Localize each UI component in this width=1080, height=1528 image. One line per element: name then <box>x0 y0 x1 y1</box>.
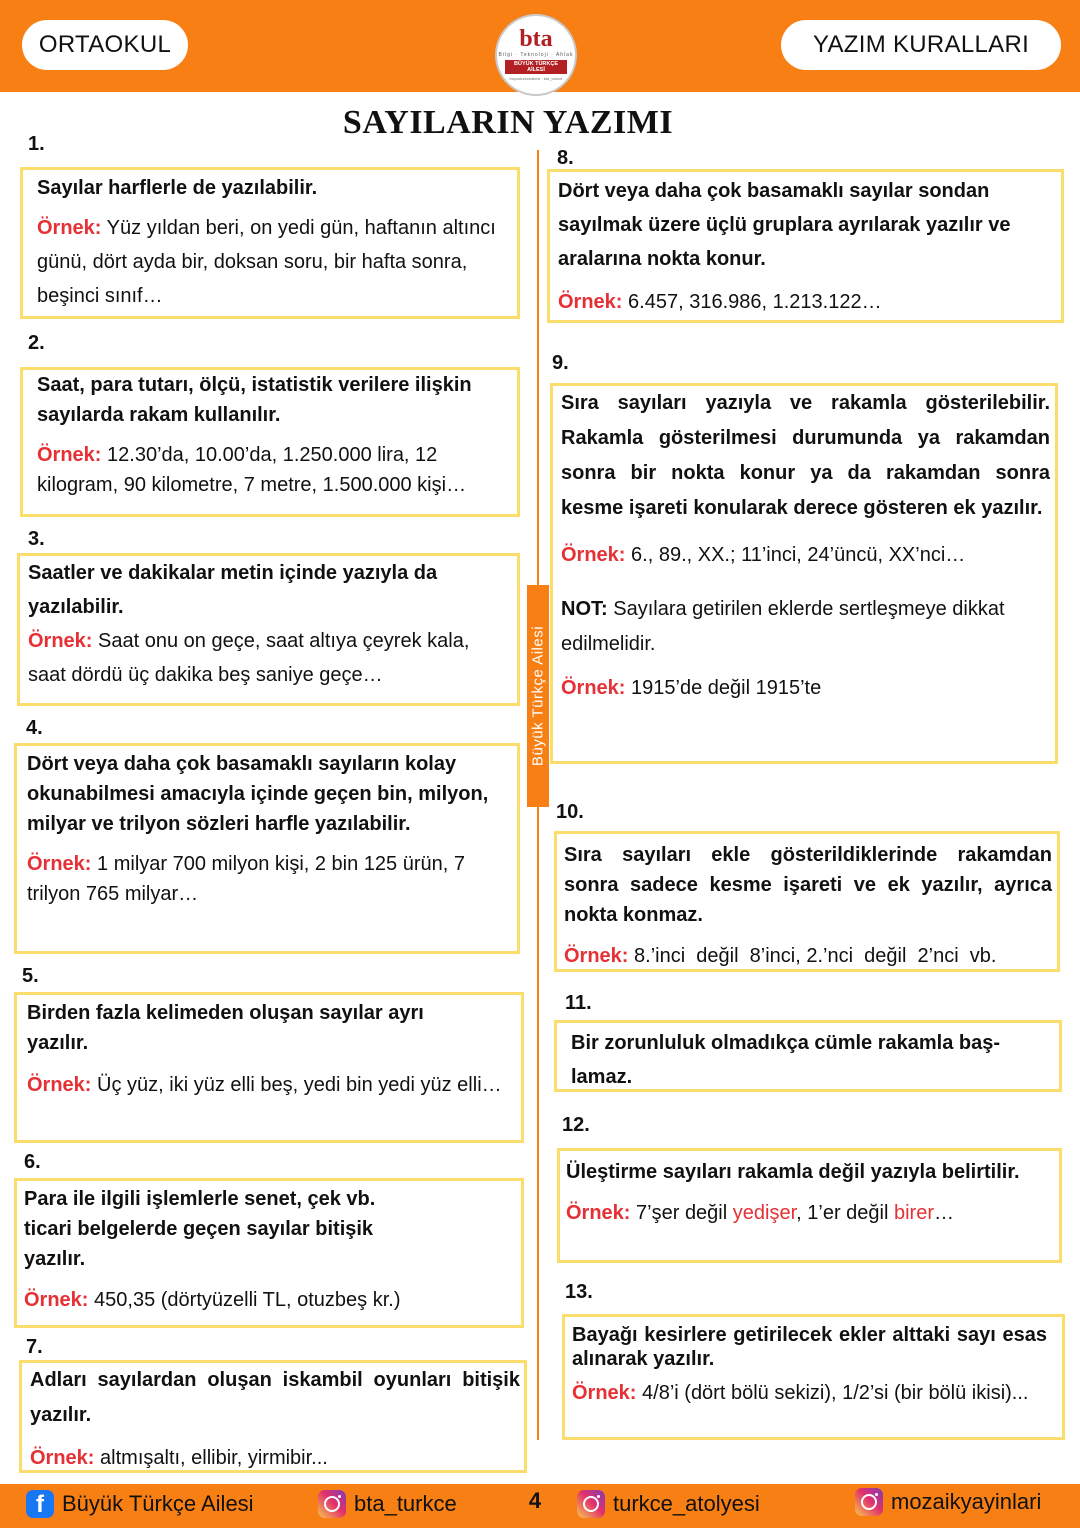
rule-box-5 <box>14 992 524 1143</box>
example-text-12b: , 1’er değil <box>796 1202 889 1224</box>
example-text-13: 4/8’i (dört bölü sekizi), 1/2’si (bir bölü ikisi)... <box>642 1382 1029 1404</box>
example-label: Örnek: <box>24 1289 89 1311</box>
page-title: SAYILARIN YAZIMI <box>342 104 674 141</box>
example-13 <box>572 1381 1047 1405</box>
rule-text-7: Adları sayılardan oluşan iskambil oyunları bitişik yazılır. <box>30 1369 520 1426</box>
example-10 <box>564 940 1052 972</box>
logo-handles: buyukturkceailesi · bta_turkce <box>509 76 563 81</box>
rule-box-7 <box>19 1360 527 1473</box>
footer-instagram-2[interactable] <box>577 1490 760 1518</box>
bta-logo <box>495 14 577 96</box>
rule-box-12 <box>557 1148 1062 1263</box>
side-label <box>527 585 549 807</box>
example-label: Örnek: <box>566 1202 631 1224</box>
topic-badge: YAZIM KURALLARI <box>781 20 1061 70</box>
facebook-handle: Büyük Türkçe Ailesi <box>62 1491 254 1516</box>
logo-tagline: Bilgi · Teknoloji · Ahlak <box>498 52 574 58</box>
section-number-2: 2. <box>28 332 45 354</box>
instagram-icon <box>318 1490 346 1518</box>
example-label: Örnek: <box>27 853 92 875</box>
rule-text-8: Dört veya daha çok basamaklı sayılar sondan sayılmak üzere üçlü gruplara ayrılarak yazılır ve aralarına nokta konur. <box>558 180 1011 270</box>
example-9 <box>561 538 1050 572</box>
section-number-13: 13. <box>565 1281 593 1303</box>
rule-box-10 <box>554 831 1060 972</box>
rule-box-13 <box>562 1314 1065 1440</box>
rule-box-3 <box>17 553 520 706</box>
section-number-10: 10. <box>556 801 584 823</box>
instagram-icon <box>855 1488 883 1516</box>
example-text-4: 1 milyar 700 milyon kişi, 2 bin 125 ürün, 7 trilyon 765 milyar… <box>27 853 465 905</box>
instagram-handle-1: bta_turkce <box>354 1491 457 1516</box>
instagram-handle-3: mozaikyayinlari <box>891 1489 1042 1514</box>
page-number: 4 <box>528 1488 542 1513</box>
example-label: Örnek: <box>37 444 102 466</box>
example-text-2: 12.30’da, 10.00’da, 1.250.000 lira, 12 kilogram, 90 kilometre, 7 metre, 1.500.000 kişi… <box>37 444 467 496</box>
section-number-1: 1. <box>28 133 45 155</box>
rule-text-12: Üleştirme sayıları rakamla değil yazıyla belirtilir. <box>566 1161 1020 1183</box>
example-label: Örnek: <box>561 677 626 699</box>
rule-text-2: Saat, para tutarı, ölçü, istatistik verilere ilişkin sayılarda rakam kullanılır. <box>37 374 472 426</box>
section-number-8: 8. <box>557 147 574 169</box>
rule-text-5: Birden fazla kelimeden oluşan sayılar ayrı yazılır. <box>27 1002 424 1054</box>
section-number-12: 12. <box>562 1114 590 1136</box>
rule-text-10: Sıra sayıları ekle gösterildiklerinde rakamdan sonra sadece kesme işareti ve ek yazılır, ayrıca nokta konmaz. <box>564 844 1052 926</box>
example-text-9: 6., 89., XX.; 11’inci, 24’üncü, XX’nci… <box>631 544 966 566</box>
rule-text-6: Para ile ilgili işlemlerle senet, çek vb. ticari belgelerde geçen sayılar bitişik yazılır. <box>24 1188 376 1270</box>
example-text-1: Yüz yıldan beri, on yedi gün, haftanın altıncı günü, dört ayda bir, doksan soru, bir hafta sonra, beşinci sınıf… <box>37 217 496 307</box>
example-2 <box>37 440 503 500</box>
example-text-6: 450,35 (dörtyüzelli TL, otuzbeş kr.) <box>94 1289 401 1311</box>
rule-text-9: Sıra sayıları yazıyla ve rakamla gösterilebilir. Rakamla gösterilmesi durumunda ya rakamdan sonra bir nokta konur ya da rakamdan sonra kesme işareti konularak derece gösteren ek yazılır. <box>561 392 1050 519</box>
example-highlight-12b: birer <box>893 1202 934 1224</box>
example-highlight-12a: yedişer <box>732 1202 797 1224</box>
footer-instagram-3[interactable] <box>855 1488 1041 1516</box>
logo-band: BÜYÜK TÜRKÇE AİLESİ <box>505 60 567 74</box>
instagram-icon <box>577 1490 605 1518</box>
section-number-11: 11. <box>565 992 592 1014</box>
example-text-7: altmışaltı, ellibir, yirmibir... <box>100 1447 328 1469</box>
facebook-icon: f <box>26 1490 54 1518</box>
example-text-12c: … <box>934 1202 954 1224</box>
example-text-5: Üç yüz, iki yüz elli beş, yedi bin yedi yüz elli… <box>97 1074 502 1096</box>
rule-box-11 <box>554 1020 1062 1092</box>
example-1 <box>37 211 503 313</box>
rule-box-8 <box>547 169 1064 323</box>
rule-text-1: Sayılar harflerle de yazılabilir. <box>37 177 318 199</box>
footer-instagram-1[interactable] <box>318 1490 457 1518</box>
example-7 <box>30 1443 520 1473</box>
rule-box-6 <box>14 1178 524 1328</box>
example-label: Örnek: <box>558 291 623 313</box>
example-9b <box>561 672 1050 704</box>
rule-text-11a: Bir zorunluluk olmadıkça cümle rakamla baş- <box>571 1032 1001 1054</box>
example-text-12a: 7’şer değil <box>636 1202 728 1224</box>
section-number-7: 7. <box>26 1336 43 1358</box>
level-badge: ORTAOKUL <box>22 20 188 70</box>
example-text-8: 6.457, 316.986, 1.213.122… <box>628 291 882 313</box>
rule-text-3: Saatler ve dakikalar metin içinde yazıyla da yazılabilir. <box>28 562 438 618</box>
example-text-9b: 1915’de değil 1915’te <box>631 677 822 699</box>
section-number-9: 9. <box>552 352 569 374</box>
example-label: Örnek: <box>572 1382 637 1404</box>
example-8 <box>558 286 1053 318</box>
example-3 <box>28 624 509 692</box>
section-number-4: 4. <box>26 717 43 739</box>
note-9 <box>561 592 1050 662</box>
instagram-handle-2: turkce_atolyesi <box>613 1491 760 1516</box>
footer-facebook[interactable] <box>26 1490 254 1518</box>
rule-text-11b: lamaz. <box>571 1066 633 1088</box>
rule-text-4: Dört veya daha çok basamaklı sayıların kolay okunabilmesi amacıyla içinde geçen bin, milyon, milyar ve trilyon sözleri harfle yazılabilir. <box>27 753 489 835</box>
note-label: NOT: <box>561 598 608 620</box>
example-text-10: 8.’inci değil 8’inci, 2.’nci değil 2’nci vb. <box>634 945 997 967</box>
example-label: Örnek: <box>28 630 93 652</box>
rule-text-13: Bayağı kesirlere getirilecek ekler alttaki sayı esas alınarak yazılır. <box>572 1324 1047 1370</box>
example-6 <box>24 1284 401 1316</box>
rule-box-4 <box>14 743 520 954</box>
example-4 <box>27 849 507 909</box>
note-text-9: Sayılara getirilen eklerde sertleşmeye dikkat edilmelidir. <box>561 598 1005 655</box>
example-12 <box>566 1197 1054 1229</box>
section-number-3: 3. <box>28 528 45 550</box>
section-number-6: 6. <box>24 1151 41 1173</box>
rule-box-1 <box>20 167 520 319</box>
logo-brand: bta <box>519 26 553 52</box>
example-5 <box>27 1070 511 1100</box>
rule-box-9 <box>550 383 1058 764</box>
example-label: Örnek: <box>561 544 626 566</box>
example-label: Örnek: <box>27 1074 92 1096</box>
side-label-text: Büyük Türkçe Ailesi <box>529 625 547 767</box>
example-text-3: Saat onu on geçe, saat altıya çeyrek kala, saat dördü üç dakika beş saniye geçe… <box>28 630 470 686</box>
section-number-5: 5. <box>22 965 39 987</box>
example-label: Örnek: <box>564 945 629 967</box>
example-label: Örnek: <box>37 217 102 239</box>
example-label: Örnek: <box>30 1447 95 1469</box>
rule-box-2 <box>20 367 520 517</box>
